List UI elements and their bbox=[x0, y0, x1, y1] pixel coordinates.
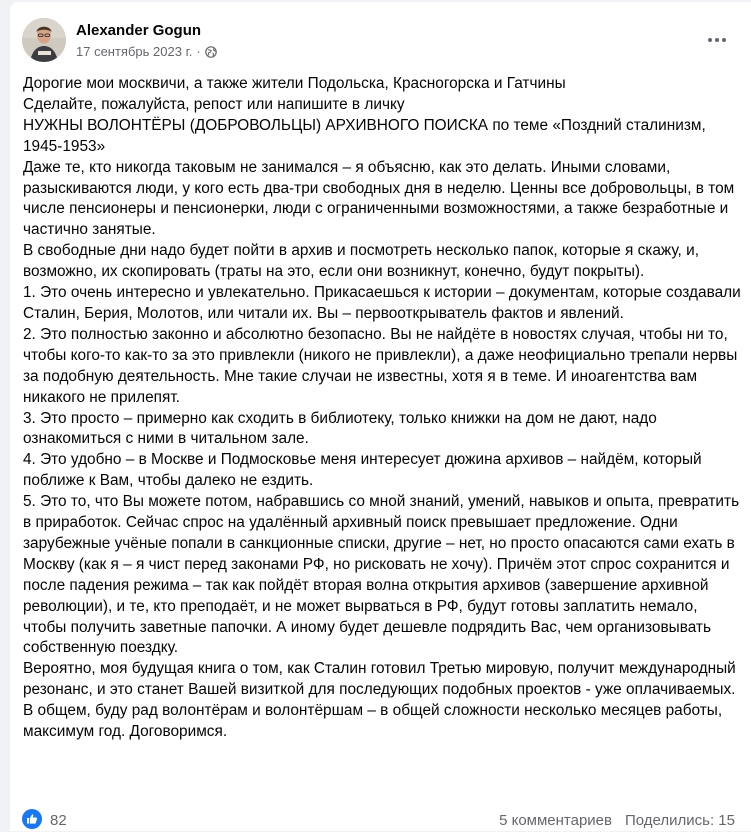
reactions-count[interactable]: 82 bbox=[50, 812, 67, 829]
post-footer bbox=[22, 808, 735, 832]
post-card bbox=[10, 2, 751, 831]
post-text bbox=[23, 74, 743, 743]
author-name[interactable]: Alexander Gogun bbox=[76, 22, 202, 39]
post-paragraph: НУЖНЫ ВОЛОНТЁРЫ (ДОБРОВОЛЬЦЫ) АРХИВНОГО ПОИСКА по теме «Поздний сталинизм, 1945-1953» bbox=[23, 116, 706, 155]
avatar-image bbox=[22, 18, 66, 62]
comments-count-link[interactable]: 5 комментариев bbox=[499, 812, 612, 829]
post-paragraph: Сделайте, пожалуйста, репост или напишите в личку bbox=[23, 95, 405, 113]
post-paragraph: 1. Это очень интересно и увлекательно. Прикасаешься к истории – документам, которые создавали Сталин, Берия, Молотов, или читали их. Вы – первооткрыватель фактов и явлений. bbox=[23, 284, 741, 322]
post-date[interactable]: 17 сентябрь 2023 г. bbox=[76, 44, 193, 59]
post-paragraph: 2. Это полностью законно и абсолютно безопасно. Вы не найдёте в новостях случая, чтобы ни то, чтобы кого-то как-то за это привлекли (никого не привлекли), а даже неофициально трепали нервы за подобную деятельность. Мне такие случаи не известны, хотя я в теме. И иноагентства вам никакого не прилепят. bbox=[23, 325, 738, 406]
like-icon[interactable] bbox=[22, 809, 42, 829]
globe-icon bbox=[205, 46, 217, 58]
post-paragraph: В свободные дни надо будет пойти в архив и посмотреть несколько папок, которые я скажу, и, возможно, их скопировать (траты на это, если они возникнут, конечно, будут покрыты). bbox=[23, 242, 699, 281]
post-header bbox=[22, 18, 739, 68]
post-paragraph: 5. Это то, что Вы можете потом, набравшись со мной знаний, умений, навыков и опыта, превратить в приработок. Сейчас спрос на удалённый архивный поиск превышает предложение. Одни зарубежные учёные попали в санкционные списки, другие – нет, но просто опасаются сами ехать в Москву (как я – я чист перед законами РФ, но рисковать не хочу). Причём этот спрос сохранится и после падения режима – так как пойдёт вторая волна открытия архивов (завершение архивной революции), и те, кто преподаёт, и не может вырваться в РФ, будут готовы заплатить немало, чтобы получить заветные папочки. А иному будет дешевле подрядить Вас, чем организовывать собственную поездку. bbox=[23, 493, 740, 657]
more-options-icon[interactable] bbox=[699, 22, 735, 58]
thumbs-up-icon bbox=[26, 813, 38, 825]
post-paragraph: 3. Это просто – примерно как сходить в библиотеку, только книжки на дом не дают, надо ознакомиться с ними в читальном зале. bbox=[23, 409, 657, 448]
post-meta bbox=[76, 44, 217, 59]
post-paragraph: В общем, буду рад волонтёрам и волонтёршам – в общей сложности несколько месяцев работы, максимум год. Договоримся. bbox=[23, 702, 723, 741]
post-paragraph: Вероятно, моя будущая книга о том, как Сталин готовил Третью мировую, получит международный резонанс, и это станет Вашей визиткой для последующих подобных проектов - уже оплачиваемых. bbox=[23, 660, 736, 699]
post-paragraph: Даже те, кто никогда таковым не занимался – я объясню, как это делать. Иными словами, разыскиваются люди, у кого есть два-три свободных дня в неделю. Ценны все добровольцы, в том числе пенсионеры и пенсионерки, люди с ограниченными возможностями, а также безработные и частично занятые. bbox=[23, 158, 735, 239]
shares-count-link[interactable]: Поделились: 15 bbox=[625, 812, 735, 829]
post-paragraph: 4. Это удобно – в Москве и Подмосковье меня интересует дюжина архивов – найдём, который поближе к Вам, чтобы далеко не ездить. bbox=[23, 451, 702, 490]
post-paragraph: Дорогие мои москвичи, а также жители Подольска, Красногорска и Гатчины bbox=[23, 75, 566, 92]
post-stats bbox=[499, 812, 735, 829]
meta-separator: · bbox=[196, 44, 201, 59]
avatar[interactable] bbox=[22, 18, 66, 62]
